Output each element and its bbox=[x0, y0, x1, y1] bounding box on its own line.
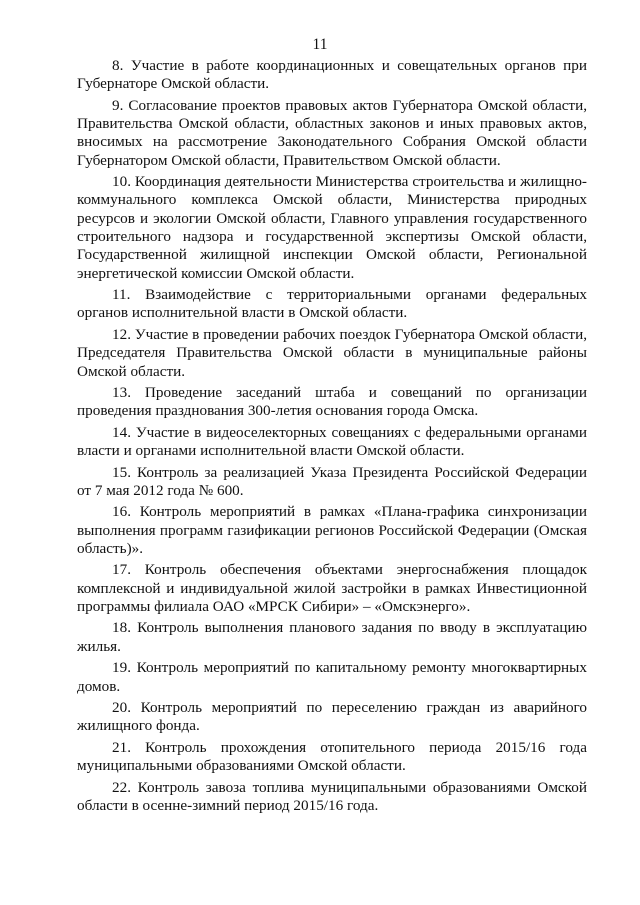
list-item: 20. Контроль мероприятий по переселению граждан из аварийного жилищного фонда. bbox=[77, 699, 587, 735]
list-item: 14. Участие в видеоселекторных совещаниях с федеральными органами власти и органами исполнительной власти Омской области. bbox=[77, 423, 587, 460]
list-item: 18. Контроль выполнения планового задания по вводу в эксплуатацию жилья. bbox=[77, 619, 587, 655]
list-item: 17. Контроль обеспечения объектами энергоснабжения площадок комплексной и индивидуальной жилой застройки в рамках Инвестиционной программы филиала ОАО «МРСК Сибири» – «Омскэнерго». bbox=[77, 561, 587, 615]
list-item: 19. Контроль мероприятий по капитальному ремонту многоквартирных домов. bbox=[77, 659, 587, 695]
page-number: 11 bbox=[312, 36, 328, 53]
document-body bbox=[77, 57, 587, 818]
list-item: 13. Проведение заседаний штаба и совещаний по организации проведения празднования 300-летия основания города Омска. bbox=[77, 383, 587, 420]
list-item: 21. Контроль прохождения отопительного периода 2015/16 года муниципальными образованиями Омской области. bbox=[77, 738, 587, 775]
list-item: 9. Согласование проектов правовых актов Губернатора Омской области, Правительства Омской области, областных законов и иных правовых актов, вносимых на рассмотрение Законодательного Собрания Омской области Губернатором Омской области, Правительством Омской области. bbox=[77, 96, 587, 169]
list-item: 10. Координация деятельности Министерства строительства и жилищно-коммунального комплекса Омской области, Министерства природных ресурсов и экологии Омской области, Главного управления государственного строительного надзора и государственной экспертизы Омской области, Государственной жилищной инспекции Омской области, Региональной энергетической комиссии Омской области. bbox=[77, 173, 587, 282]
list-item: 11. Взаимодействие с территориальными органами федеральных органов исполнительной власти в Омской области. bbox=[77, 286, 587, 322]
list-item: 12. Участие в проведении рабочих поездок Губернатора Омской области, Председателя Правительства Омской области в муниципальные районы Омской области. bbox=[77, 325, 587, 380]
list-item: 8. Участие в работе координационных и совещательных органов при Губернаторе Омской области. bbox=[77, 57, 587, 93]
list-item: 22. Контроль завоза топлива муниципальными образованиями Омской области в осенне-зимний период 2015/16 года. bbox=[77, 778, 587, 814]
list-item: 16. Контроль мероприятий в рамках «Плана-графика синхронизации выполнения программ газификации регионов Российской Федерации (Омская область)». bbox=[77, 503, 587, 557]
list-item: 15. Контроль за реализацией Указа Президента Российской Федерации от 7 мая 2012 года № 600. bbox=[77, 463, 587, 499]
